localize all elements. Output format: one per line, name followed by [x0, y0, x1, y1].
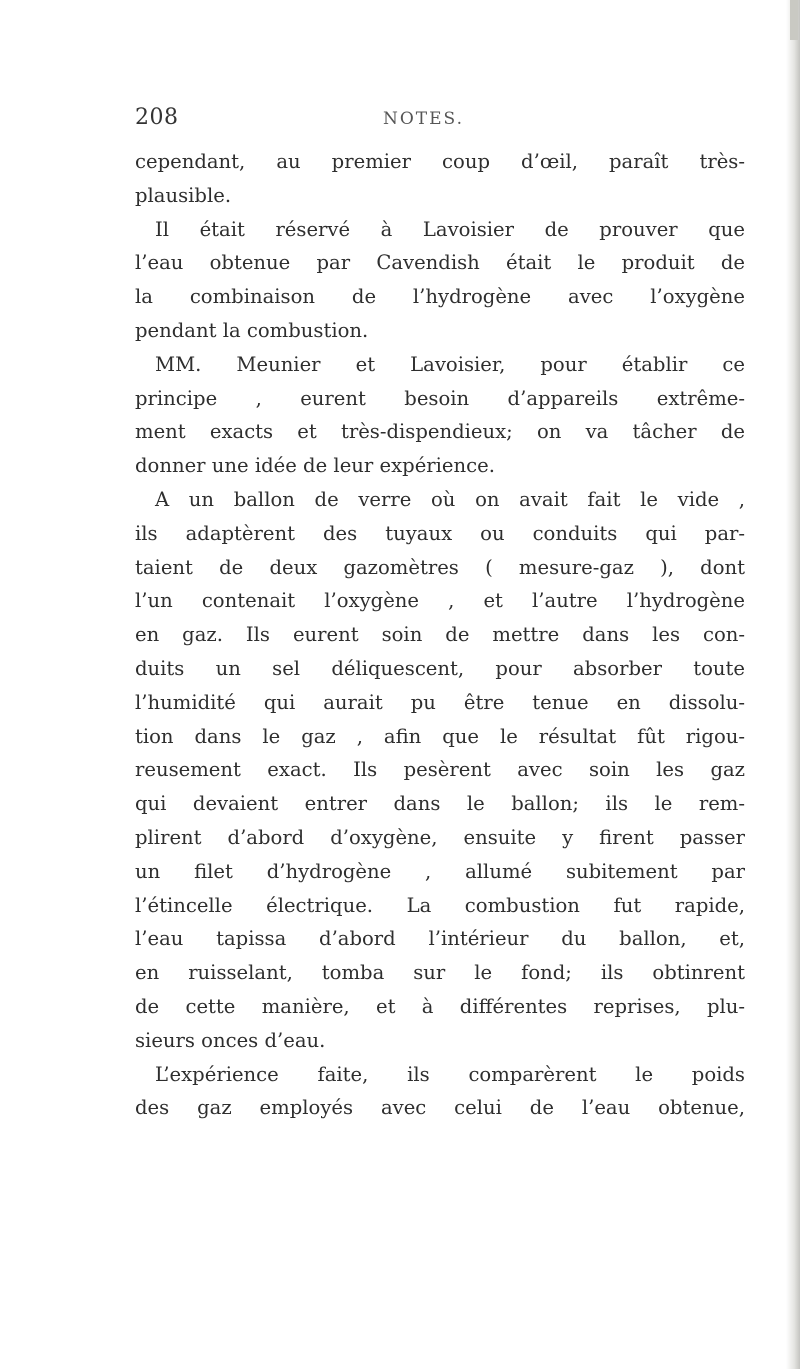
running-head — [135, 105, 745, 137]
text-line: en ruisselant, tomba sur le fond; ils obtinrent — [135, 961, 745, 985]
text-line: qui devaient entrer dans le ballon; ils le rem- — [135, 792, 745, 816]
page-edge-shadow — [786, 0, 800, 1369]
text-line: plirent d’abord d’oxygène, ensuite y firent passer — [135, 825, 745, 849]
text-line: des gaz employés avec celui de l’eau obtenue, — [135, 1096, 745, 1120]
body-text — [135, 145, 745, 1125]
text-line: l’un contenait l’oxygène , et l’autre l’hydrogène — [135, 589, 745, 613]
text-line: principe , eurent besoin d’appareils extrême- — [135, 386, 745, 410]
text-line: un filet d’hydrogène , allumé subitement par — [135, 859, 745, 883]
text-line: ils adaptèrent des tuyaux ou conduits qui par- — [135, 521, 745, 545]
section-title: NOTES. — [383, 109, 465, 129]
text-line: sieurs onces d’eau. — [135, 1028, 326, 1052]
text-line: MM. Meunier et Lavoisier, pour établir ce — [155, 352, 745, 376]
text-line: en gaz. Ils eurent soin de mettre dans les con- — [135, 623, 745, 647]
text-line: taient de deux gazomètres ( mesure-gaz ), dont — [135, 555, 745, 579]
text-line: duits un sel déliquescent, pour absorber toute — [135, 656, 745, 680]
text-line: l’eau obtenue par Cavendish était le produit de — [135, 251, 745, 275]
text-line: L’expérience faite, ils comparèrent le poids — [155, 1062, 745, 1086]
page-edge-mark — [790, 0, 798, 40]
text-line: ment exacts et très-dispendieux; on va tâcher de — [135, 420, 745, 444]
text-line: la combinaison de l’hydrogène avec l’oxygène — [135, 285, 745, 309]
text-line: donner une idée de leur expérience. — [135, 454, 495, 478]
text-line: A un ballon de verre où on avait fait le vide , — [155, 487, 745, 511]
text-line: tion dans le gaz , afin que le résultat fût rigou- — [135, 724, 745, 748]
text-line: plausible. — [135, 183, 232, 207]
text-line: de cette manière, et à différentes reprises, plu- — [135, 994, 745, 1018]
text-line: l’eau tapissa d’abord l’intérieur du ballon, et, — [135, 927, 745, 951]
text-line: pendant la combustion. — [135, 318, 369, 342]
book-page — [135, 105, 745, 1125]
text-line: cependant, au premier coup d’œil, paraît très- — [135, 150, 745, 173]
text-line: Il était réservé à Lavoisier de prouver que — [155, 217, 745, 241]
page-number: 208 — [135, 105, 179, 130]
text-line: l’étincelle électrique. La combustion fut rapide, — [135, 893, 745, 917]
text-line: reusement exact. Ils pesèrent avec soin les gaz — [135, 758, 745, 782]
text-line: l’humidité qui aurait pu être tenue en dissolu- — [135, 690, 745, 714]
